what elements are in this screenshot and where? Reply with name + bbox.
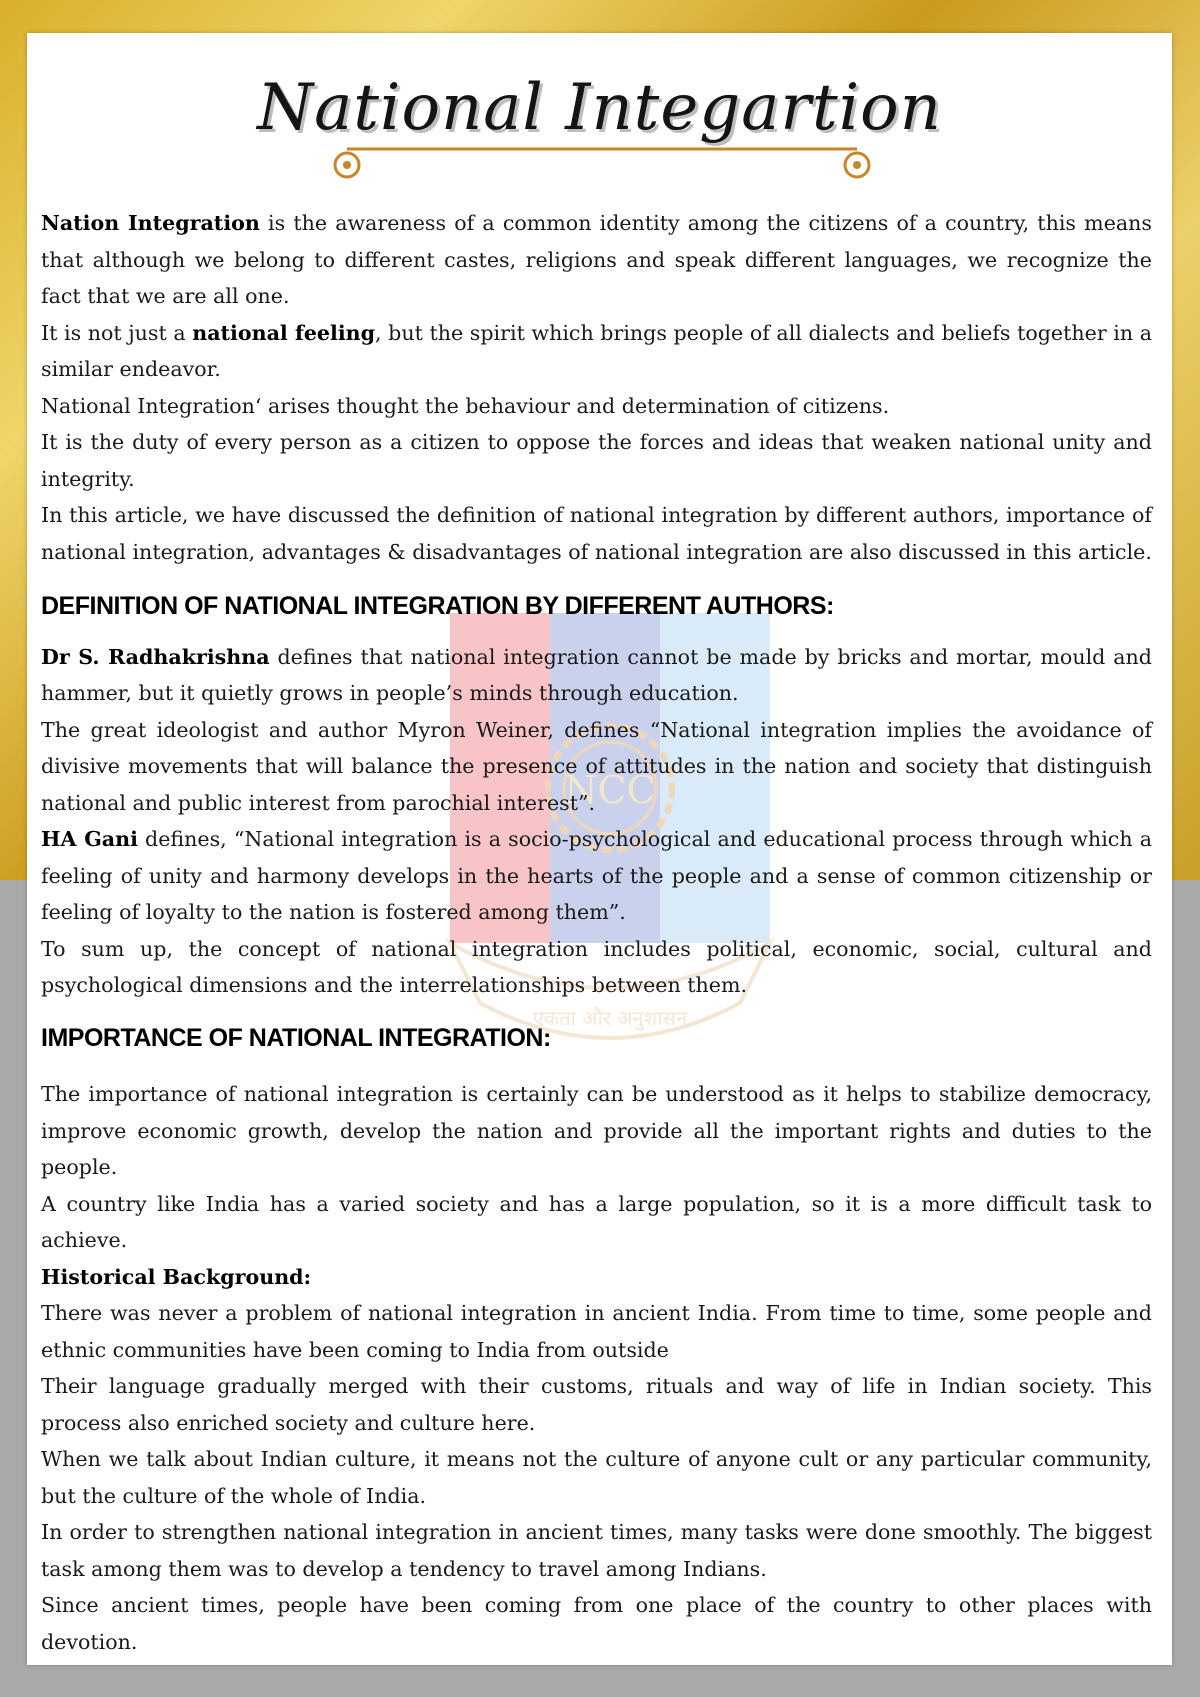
history-paragraph-3: When we talk about Indian culture, it means not the culture of anyone cult or any particular community, but the culture of the whole of India. (41, 1447, 1152, 1508)
definitions-heading: DEFINITION OF NATIONAL INTEGRATION BY DIFFERENT AUTHORS: (41, 592, 834, 620)
term-national-feeling: national feeling (192, 320, 376, 345)
intro-paragraph-1 (41, 205, 1152, 315)
document-page (27, 33, 1172, 1665)
definition-1-text: defines that national integration cannot be made by bricks and mortar, mould and hammer, but it quietly grows in people’s minds through education. (41, 644, 1152, 705)
intro-p2-text: , but the spirit which brings people of all dialects and beliefs together in a similar endeavor. (41, 320, 1152, 381)
definition-paragraph-3 (41, 821, 1152, 931)
author-radhakrishna: Dr S. Radhakrishna (41, 644, 270, 669)
title-ornament (317, 133, 887, 193)
definition-paragraph-1 (41, 639, 1152, 712)
intro-paragraph-3: National Integration‘ arises thought the behaviour and determination of citizens. (41, 393, 890, 418)
definition-paragraph-2: The great ideologist and author Myron Weiner, defines “National integration implies the avoidance of divisive movements that will balance the presence of attitudes in the nation and society that distinguish national and public interest from parochial interest”. (41, 717, 1152, 815)
importance-paragraph-1: The importance of national integration is certainly can be understood as it helps to stabilize democracy, improve economic growth, develop the nation and provide all the important rights and duties to the people. (41, 1082, 1152, 1179)
importance-heading: IMPORTANCE OF NATIONAL INTEGRATION: (41, 1023, 551, 1052)
history-paragraph-1: There was never a problem of national integration in ancient India. From time to time, some people and ethnic communities have been coming to India from outside (41, 1301, 1152, 1362)
intro-paragraph-2 (41, 315, 1152, 388)
document-body (41, 205, 1152, 1660)
intro-p2-pre: It is not just a (41, 320, 193, 345)
page-title: National Integartion (257, 71, 942, 145)
intro-p1-text: is the awareness of a common identity among the citizens of a country, this means that although we belong to different castes, religions and speak different languages, we recognize the fact that we are all one. (41, 211, 1152, 308)
intro-paragraph-4: It is the duty of every person as a citizen to oppose the forces and ideas that weaken national unity and integrity. (41, 430, 1152, 491)
importance-paragraph-2: A country like India has a varied society and has a large population, so it is a more difficult task to achieve. (41, 1191, 1152, 1252)
history-paragraph-4: In order to strengthen national integration in ancient times, many tasks were done smoothly. The biggest task among them was to develop a tendency to travel among Indians. (41, 1520, 1152, 1581)
emblem-text: NCC (564, 768, 656, 812)
intro-paragraph-5: In this article, we have discussed the definition of national integration by different authors, importance of national integration, advantages & disadvantages of national integration are also discussed in this article. (41, 503, 1152, 564)
term-nation-integration: Nation Integration (41, 211, 260, 235)
emblem-motto: एकता और अनुशासन (532, 1006, 688, 1030)
author-ha-gani: HA Gani (41, 827, 138, 851)
historical-background-subheading: Historical Background: (41, 1264, 312, 1289)
history-paragraph-2: Their language gradually merged with their customs, rituals and way of life in Indian society. This process also enriched society and culture here. (41, 1374, 1152, 1435)
definition-3-text: defines, “National integration is a socio-psychological and educational process through which a feeling of unity and harmony develops in the hearts of the people and a sense of common citizenship or feeling of loyalty to the nation is fostered among them”. (41, 827, 1152, 924)
history-paragraph-5: Since ancient times, people have been coming from one place of the country to other places with devotion. (41, 1593, 1152, 1654)
definition-paragraph-4: To sum up, the concept of national integration includes political, economic, social, cultural and psychological dimensions and the interrelationships between them. (41, 936, 1152, 997)
